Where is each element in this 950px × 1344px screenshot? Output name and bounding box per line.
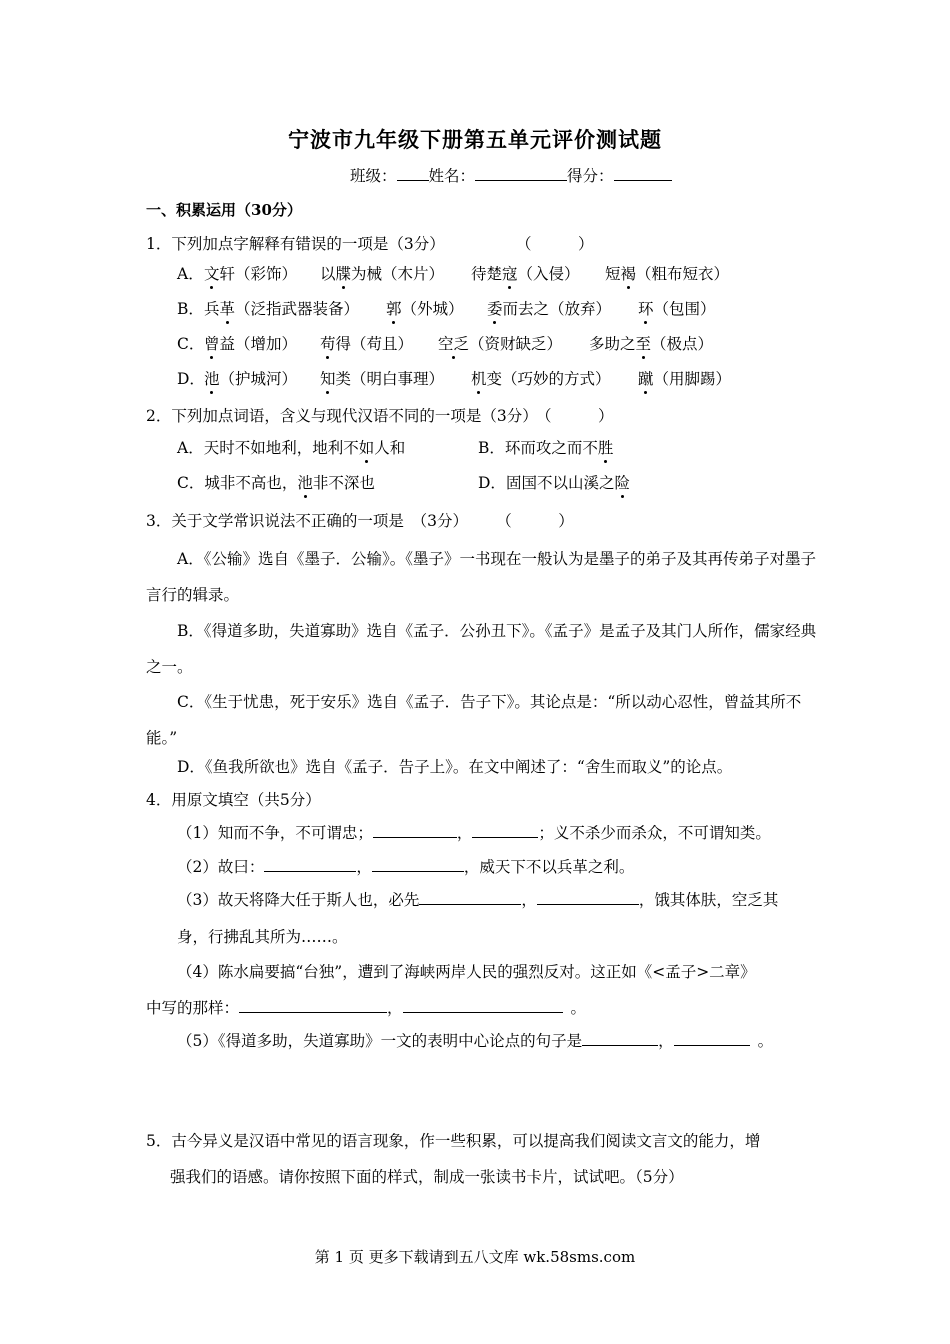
q4-item-4-cont	[146, 996, 586, 1018]
emphasis-dot-char: 褐	[621, 262, 637, 284]
emphasis-dot-char: 牒	[336, 262, 352, 284]
text-fragment: 。	[570, 999, 587, 1017]
text-fragment: A．	[177, 265, 204, 283]
page-title: 宁波市九年级下册第五单元评价测试题	[288, 127, 662, 152]
text-fragment: D．	[177, 370, 205, 388]
text-fragment: （护城河）	[219, 370, 298, 388]
text-fragment: 得（苟且）	[335, 335, 414, 353]
text-fragment: ，	[387, 999, 403, 1017]
q1-option-d	[0, 367, 950, 387]
text-fragment: 变（巧妙的方式）	[486, 370, 611, 388]
text-fragment: 待楚	[471, 265, 503, 283]
emphasis-dot-char: 空乏	[438, 332, 469, 354]
text-fragment: B．	[177, 300, 204, 318]
q2-options-row-2	[0, 471, 950, 491]
text-fragment: 环而攻之而不	[504, 439, 598, 457]
text-fragment: 以	[320, 265, 336, 283]
q4-item-3-cont: 身，行拂乱其所为……。	[177, 928, 348, 946]
text-fragment: ，	[456, 824, 473, 842]
text-fragment: （外城）	[401, 300, 464, 318]
emphasis-dot-char: 胜	[598, 436, 614, 458]
q2-options-row-1	[0, 436, 950, 456]
text-fragment: ，	[356, 858, 372, 876]
emphasis-dot-char: 池	[297, 471, 313, 493]
fill-blank	[674, 1031, 750, 1046]
emphasis-dot-char: 革	[220, 297, 236, 319]
text-fragment: B．	[478, 439, 505, 457]
q1-option-a	[0, 262, 950, 282]
name-label: 姓名：	[428, 167, 476, 185]
text-fragment: C．	[177, 474, 205, 492]
q3-option-d: D．《鱼我所欲也》选自《孟子．告子上》。在文中阐述了：“舍生而取义”的论点。	[177, 758, 733, 776]
answer-paren: （ ）	[503, 512, 574, 530]
question-4-stem: 4．用原文填空（共5分）	[146, 791, 321, 809]
fill-blank	[403, 998, 563, 1013]
text-fragment: （5）《得道多助，失道寡助》一文的表明中心论点的句子是	[177, 1032, 583, 1050]
text-fragment: 3．关于文学常识说法不正确的一项是 （3分）	[146, 512, 468, 530]
q3-option-a: A．《公输》选自《墨子．公输》。《墨子》一书现在一般认为是墨子的弟子及其再传弟子对墨子言行的辑录。	[146, 550, 816, 604]
emphasis-dot-char: 池	[204, 367, 220, 389]
text-fragment: 短	[605, 265, 621, 283]
fill-blank	[537, 890, 639, 905]
emphasis-dot-char: 文	[204, 262, 220, 284]
text-fragment: 而去之（放弃）	[502, 300, 612, 318]
question-5-line-2: 强我们的语感。请你按照下面的样式，制成一张读书卡片，试试吧。（5分）	[170, 1168, 684, 1186]
text-fragment: （泛指武器装备）	[235, 300, 360, 318]
q3-option-c: C．《生于忧患，死于安乐》选自《孟子．告子下》。其论点是：“所以动心忍性，曾益其所不能。”	[146, 693, 802, 747]
emphasis-dot-char: 至	[636, 332, 652, 354]
text-fragment: （用脚踢）	[653, 370, 732, 388]
text-fragment: ，饿其体肤，空乏其	[638, 891, 779, 909]
emphasis-dot-char: 郭	[386, 297, 402, 319]
text-fragment: ，	[521, 891, 537, 909]
q4-item-2	[177, 855, 634, 877]
fill-blank	[582, 1031, 658, 1046]
text-fragment: （1）知而不争，不可谓忠；	[177, 824, 373, 842]
text-fragment: 兵	[204, 300, 220, 318]
score-label: 得分：	[567, 167, 614, 185]
text-fragment: （极点）	[651, 335, 714, 353]
q1-option-b	[0, 297, 950, 317]
text-fragment: 。	[757, 1032, 774, 1050]
text-fragment: （资财缺乏）	[469, 335, 563, 353]
text-fragment: 类（明白事理）	[335, 370, 445, 388]
emphasis-dot-char: 苟	[320, 332, 336, 354]
text-fragment: 多助之	[589, 335, 636, 353]
name-blank	[475, 166, 567, 181]
text-fragment: （2）故曰：	[177, 858, 265, 876]
text-fragment: C．	[177, 335, 205, 353]
answer-paren: （ ）	[543, 407, 614, 425]
fill-blank	[239, 998, 387, 1013]
emphasis-dot-char: 知	[320, 367, 336, 389]
emphasis-dot-char: 蹴	[638, 367, 654, 389]
q4-item-1	[177, 821, 771, 843]
fill-blank	[472, 823, 538, 838]
text-fragment: 固国不以山溪之	[505, 474, 615, 492]
emphasis-dot-char: 如	[359, 436, 375, 458]
emphasis-dot-char: 寇	[502, 262, 518, 284]
q3-option-b: B．《得道多助，失道寡助》选自《孟子．公孙丑下》。《孟子》是孟子及其门人所作，儒家经典之一。	[146, 622, 817, 676]
text-fragment: ；义不杀少而杀众，不可谓知类。	[538, 824, 771, 842]
answer-paren: （ ）	[516, 235, 594, 253]
q4-item-4: （4）陈水扁要搞“台独”，遭到了海峡两岸人民的强烈反对。这正如《<孟子>二章》	[177, 963, 756, 981]
question-3-stem	[146, 509, 574, 531]
text-fragment: 非不深也	[312, 474, 375, 492]
fill-blank	[419, 890, 521, 905]
q4-item-3	[177, 888, 778, 910]
text-fragment: 1．下列加点字解释有错误的一项是（3分）	[146, 235, 445, 253]
question-1-stem	[146, 232, 594, 254]
text-fragment: 天时不如地利，地利不	[203, 439, 359, 457]
text-fragment: ，	[658, 1032, 674, 1050]
text-fragment: （粗布短衣）	[636, 265, 730, 283]
text-fragment: 为械（木片）	[351, 265, 445, 283]
text-fragment: （包围）	[653, 300, 716, 318]
emphasis-dot-char: 机	[471, 367, 487, 389]
text-fragment: D．	[478, 474, 506, 492]
text-fragment: 人和	[374, 439, 406, 457]
class-blank	[397, 166, 429, 181]
text-fragment: 益（增加）	[219, 335, 298, 353]
q4-item-5	[177, 1029, 773, 1051]
fill-blank	[372, 857, 464, 872]
emphasis-dot-char: 险	[614, 471, 630, 493]
fill-blank	[264, 857, 356, 872]
text-fragment: 中写的那样：	[146, 999, 240, 1017]
question-2-stem	[146, 404, 614, 426]
text-fragment: （3）故天将降大任于斯人也，必先	[177, 891, 420, 909]
emphasis-dot-char: 委	[487, 297, 503, 319]
section-heading: 一、积累运用（30分）	[146, 201, 302, 219]
text-fragment: A．	[177, 439, 204, 457]
score-blank	[614, 166, 672, 181]
text-fragment: ，威天下不以兵革之利。	[463, 858, 635, 876]
fill-blank	[373, 823, 457, 838]
text-fragment: （入侵）	[517, 265, 580, 283]
student-info-line	[350, 164, 672, 186]
text-fragment: 城非不高也，	[204, 474, 298, 492]
text-fragment: 2．下列加点词语，含义与现代汉语不同的一项是（3分）	[146, 407, 538, 425]
question-5-line-1: 5．古今异义是汉语中常见的语言现象，作一些积累，可以提高我们阅读文言文的能力，增	[146, 1132, 761, 1150]
emphasis-dot-char: 曾	[204, 332, 220, 354]
emphasis-dot-char: 环	[638, 297, 654, 319]
text-fragment: 轩（彩饰）	[219, 265, 298, 283]
class-label: 班级：	[350, 167, 397, 185]
page-footer: 第 1 页 更多下载请到五八文库 wk.58sms.com	[314, 1248, 636, 1266]
q1-option-c	[0, 332, 950, 352]
